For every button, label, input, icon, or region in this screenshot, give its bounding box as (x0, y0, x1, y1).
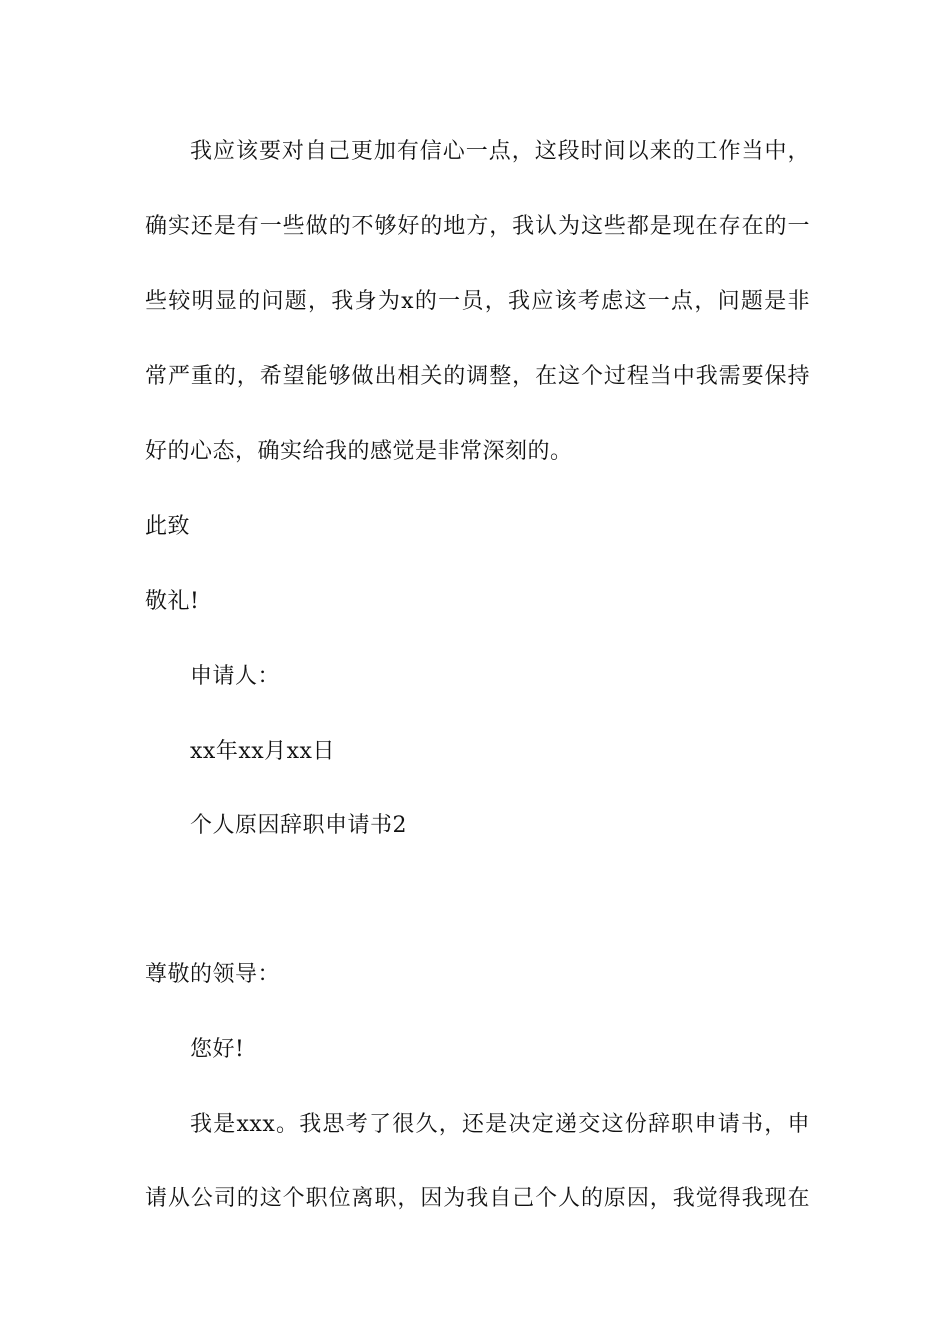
signature-date: xx年xx月xx日 (190, 739, 335, 764)
paragraph-line: 好的心态，确实给我的感觉是非常深刻的。 (145, 439, 573, 464)
paragraph-line: 我是xxx。我思考了很久，还是决定递交这份辞职申请书，申 (190, 1112, 810, 1137)
paragraph-line: 确实还是有一些做的不够好的地方，我认为这些都是现在存在的一 (145, 214, 810, 239)
paragraph-line: 我应该要对自己更加有信心一点，这段时间以来的工作当中， (190, 139, 810, 164)
signature-applicant: 申请人： (190, 664, 281, 689)
closing-cizhi: 此致 (145, 514, 191, 539)
paragraph-line: 常严重的，希望能够做出相关的调整，在这个过程当中我需要保持 (145, 364, 810, 389)
section-title: 个人原因辞职申请书2 (190, 813, 407, 838)
paragraph-line: 请从公司的这个职位离职，因为我自己个人的原因，我觉得我现在 (145, 1186, 810, 1211)
greeting: 您好! (190, 1037, 245, 1062)
salutation: 尊敬的领导： (145, 962, 281, 987)
paragraph-line: 些较明显的问题，我身为x的一员，我应该考虑这一点，问题是非 (145, 289, 810, 314)
closing-jingli: 敬礼! (145, 589, 200, 614)
